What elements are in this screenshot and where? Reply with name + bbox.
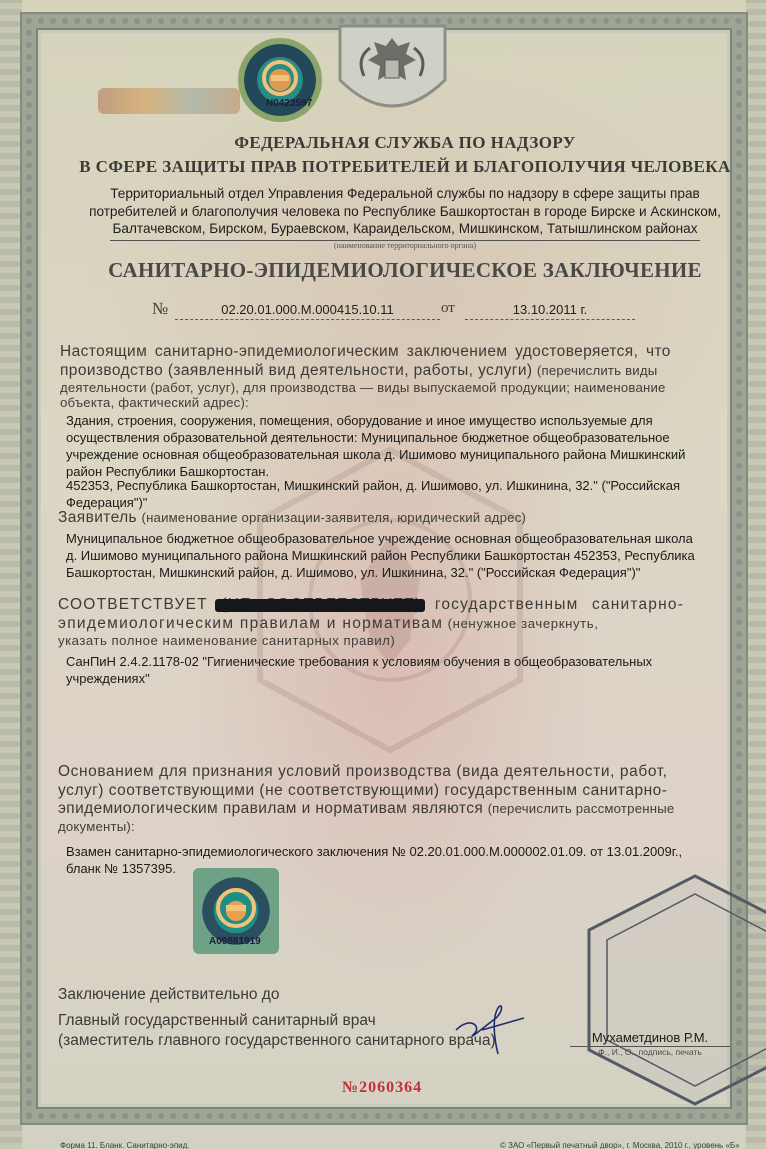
conformity-block — [58, 596, 750, 648]
intro-block — [60, 343, 750, 410]
intro-hint: объекта, фактический адрес): — [60, 395, 249, 410]
header-line-1: ФЕДЕРАЛЬНАЯ СЛУЖБА ПО НАДЗОРУ — [234, 133, 576, 152]
validity-label: Заключение действительно до — [58, 986, 280, 1003]
sanitary-norms — [66, 653, 746, 687]
struck-out-option — [221, 596, 421, 615]
official-seal-icon — [575, 870, 766, 1110]
signature-caption: Ф., И., О., подпись, печать — [598, 1047, 702, 1057]
basis-hint: документы): — [58, 818, 135, 834]
address-line: Федерация")" — [66, 495, 148, 510]
basis-line: эпидемиологическим правилам и нормативам являются — [58, 800, 484, 817]
intro-line: производство (заявленный вид деятельности, работы, услуги) — [60, 361, 533, 379]
object-address — [66, 477, 746, 511]
applicant-heading — [58, 509, 748, 528]
chief-doctor-title: Главный государственный санитарный врач — [58, 1012, 376, 1029]
hologram-top-code: N0423597 — [266, 98, 313, 109]
number-label: № — [152, 299, 169, 318]
address-line: 452353, Республика Башкортостан, Мишкинский район, д. Ишимово, ул. Ишкинина, 32." ("Российская — [66, 478, 681, 493]
applicant-line: Башкортостан, Мишкинский район, д. Ишимово, ул. Ишкинина, 32." ("Российская Федерация")" — [66, 565, 641, 580]
document-title: САНИТАРНО-ЭПИДЕМИОЛОГИЧЕСКОЕ ЗАКЛЮЧЕНИЕ — [108, 258, 702, 282]
footer-printer: © ЗАО «Первый печатный двор», г. Москва, 2010 г., уровень «Б» — [500, 1141, 740, 1149]
intro-line: Настоящим санитарно-эпидемиологическим заключением удостоверяется, что — [60, 343, 671, 360]
basis-doc-line: Взамен санитарно-эпидемиологического заключения № 02.20.01.000.М.000002.01.09. от 13.01.2009г., — [66, 844, 683, 859]
conformity-line: эпидемиологическим правилам и нормативам — [58, 614, 444, 632]
certificate-number: 02.20.01.000.М.000415.10.11 — [175, 302, 440, 320]
basis-line: услуг) соответствующими (не соответствующими) государственным санитарно- — [58, 781, 668, 799]
org-caption: (наименование территориального органа) — [334, 241, 476, 250]
object-line: район Республики Башкортостан. — [66, 464, 270, 479]
object-line: Здания, строения, сооружения, помещения, оборудование и иное имущество используемые для — [66, 413, 653, 428]
signature-icon — [452, 996, 532, 1058]
hologram-strip — [98, 88, 240, 114]
conformity-hint: указать полное наименование санитарных правил) — [58, 633, 396, 648]
conformity-hint: (ненужное зачеркнуть, — [447, 615, 599, 631]
object-line: осуществления образовательной деятельности: Муниципальное бюджетное общеобразовательное — [66, 430, 670, 445]
applicant-label: Заявитель — [58, 509, 138, 526]
applicant-hint: (наименование организации-заявителя, юридический адрес) — [141, 510, 527, 525]
certificate-date: 13.10.2011 г. — [465, 302, 635, 320]
intro-hint: (перечислить виды — [536, 362, 658, 378]
org-line: Территориальный отдел Управления Федеральной службы по надзору в сфере защиты прав — [110, 186, 700, 201]
coat-of-arms-icon — [330, 20, 455, 124]
date-label: от — [441, 300, 455, 316]
conformity-word: СООТВЕТСТВУЕТ — [58, 596, 208, 613]
norm-line: учреждениях" — [66, 671, 150, 686]
basis-block — [58, 763, 750, 834]
territorial-body — [60, 185, 750, 238]
redaction-mark — [215, 599, 425, 612]
footer-form-label: Форма 11. Бланк. Санитарно-эпид. — [60, 1141, 190, 1149]
norm-line: СанПиН 2.4.2.1178-02 "Гигиенические требования к условиям обучения в общеобразовательных — [66, 654, 653, 669]
blank-serial-number: №2060364 — [342, 1079, 423, 1096]
org-line: потребителей и благополучия человека по Республике Башкортостан в городе Бирске и Аскинском, — [89, 203, 721, 219]
applicant-details — [66, 530, 746, 581]
applicant-line: д. Ишимово муниципального района Мишкинский район Республики Башкортостан 452353, Республика — [66, 548, 695, 563]
applicant-line: Муниципальное бюджетное общеобразовательное учреждение основная общеобразовательная школа — [66, 531, 693, 546]
conformity-rest: государственным санитарно- — [434, 596, 685, 613]
scan-edge-left — [0, 0, 22, 1149]
rospotreb-logo-icon — [238, 38, 322, 122]
org-line: Балтачевском, Бирском, Бураевском, Караидельском, Мишкинском, Татышлинском районах — [112, 221, 698, 236]
object-line: учреждение основная общеобразовательная школа д. Ишимово муниципального района Мишкинский — [66, 447, 686, 462]
intro-hint: деятельности (работ, услуг), для производства — виды выпускаемой продукции; наименование — [60, 380, 666, 395]
basis-hint: (перечислить рассмотренные — [487, 801, 675, 816]
hologram-top — [238, 38, 322, 122]
object-description — [66, 412, 746, 480]
basis-line: Основанием для признания условий производства (вида деятельности, работ, — [58, 763, 668, 780]
hologram-bottom-code: A09881919 — [209, 936, 261, 947]
signatory-name: Мухаметдинов Р.М. — [591, 1030, 709, 1045]
basis-doc-line: бланк № 1357395. — [66, 861, 176, 876]
header-line-2: В СФЕРЕ ЗАЩИТЫ ПРАВ ПОТРЕБИТЕЛЕЙ И БЛАГОПОЛУЧИЯ ЧЕЛОВЕКА — [79, 157, 731, 176]
deputy-doctor-title: (заместитель главного государственного санитарного врача) — [58, 1032, 496, 1049]
